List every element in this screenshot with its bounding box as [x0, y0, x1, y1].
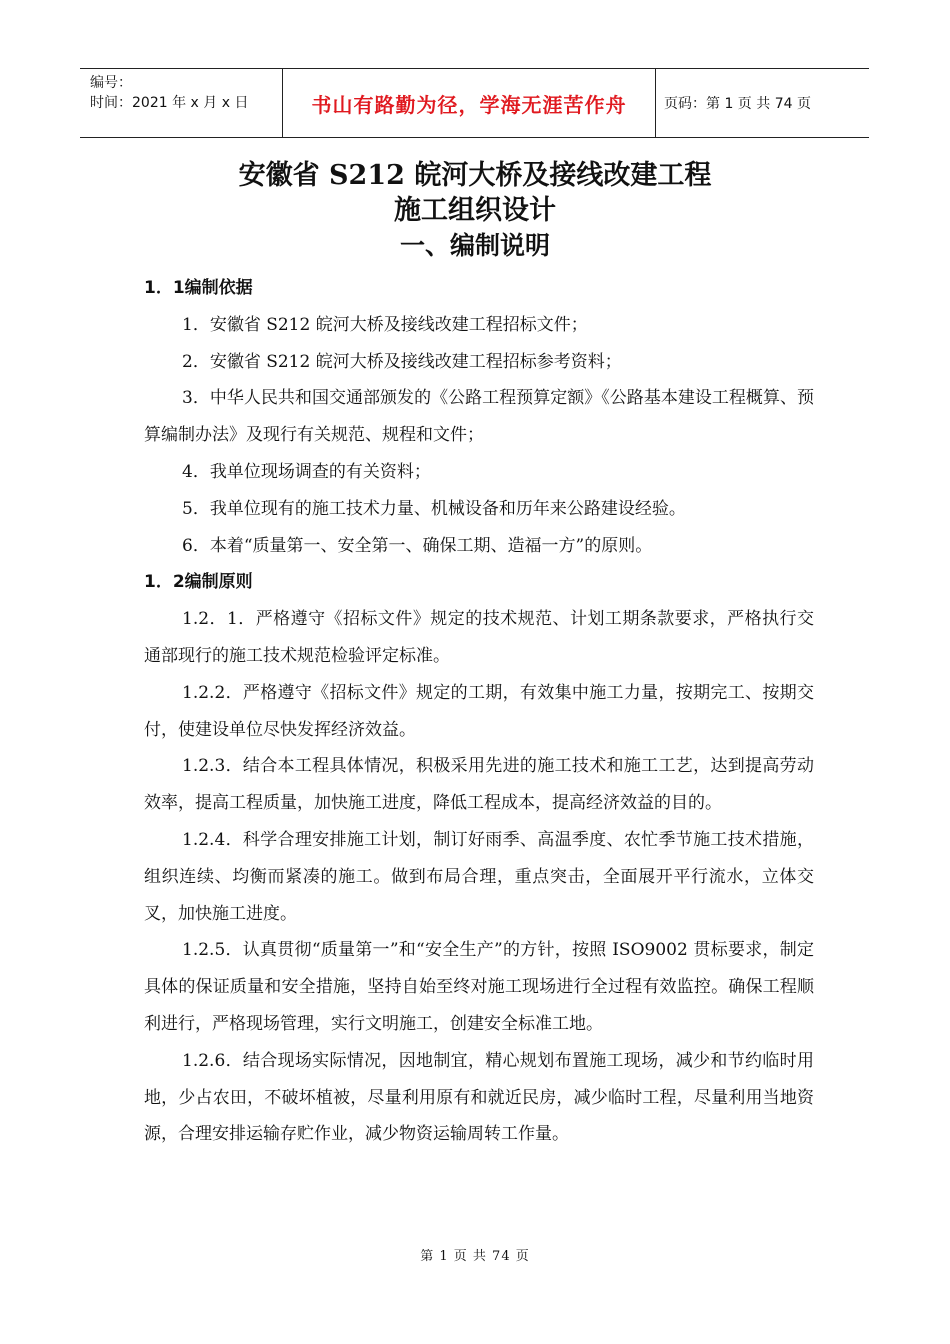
page-info: 页码：第 1 页 共 74 页 — [664, 96, 811, 112]
document-body — [144, 270, 814, 1153]
principle-item: 1.2.5．认真贯彻“质量第一”和“安全生产”的方针，按照 ISO9002 贯标要求，制定具体的保证质量和安全措施，坚持自始至终对施工现场进行全过程有效监控。确保工程顺利进行，严格现场管理，实行文明施工，创建安全标准工地。 — [144, 940, 814, 1034]
basis-item: 4．我单位现场调查的有关资料； — [182, 461, 431, 482]
number-label: 编号： — [90, 75, 132, 91]
header-left-cell — [80, 69, 282, 137]
basis-item: 3．中华人民共和国交通部颁发的《公路工程预算定额》《公路基本建设工程概算、预算编制办法》及现行有关规范、规程和文件； — [144, 388, 814, 446]
basis-item: 6．本着“质量第一、安全第一、确保工期、造福一方”的原则。 — [182, 535, 653, 556]
principle-item: 1.2.2．严格遵守《招标文件》规定的工期，有效集中施工力量，按期完工、按期交付，使建设单位尽快发挥经济效益。 — [144, 682, 814, 740]
document-title: 安徽省 S212 皖河大桥及接线改建工程 — [238, 160, 712, 191]
principle-item: 1.2．1．严格遵守《招标文件》规定的技术规范、计划工期条款要求，严格执行交通部现行的施工技术规范检验评定标准。 — [144, 609, 814, 666]
principle-item: 1.2.3．结合本工程具体情况，积极采用先进的施工技术和施工工艺，达到提高劳动效率，提高工程质量，加快施工进度，降低工程成本，提高经济效益的目的。 — [144, 756, 814, 814]
section-heading-principles: 1．2编制原则 — [144, 572, 253, 593]
chapter-heading: 一、编制说明 — [399, 231, 550, 260]
motto: 书山有路勤为径，学海无涯苦作舟 — [282, 69, 656, 137]
basis-item: 5．我单位现有的施工技术力量、机械设备和历年来公路建设经验。 — [182, 498, 686, 519]
principle-item: 1.2.6．结合现场实际情况，因地制宜，精心规划布置施工现场，减少和节约临时用地，少占农田，不破坏植被，尽量利用原有和就近民房，减少临时工程，尽量利用当地资源，合理安排运输存贮作业，减少物资运输周转工作量。 — [144, 1050, 814, 1145]
page-footer: 第 1 页 共 74 页 — [420, 1249, 530, 1264]
time-label: 时间：2021 年 x 月 x 日 — [90, 95, 249, 111]
document-subtitle: 施工组织设计 — [394, 195, 556, 226]
section-heading-basis: 1．1编制依据 — [144, 278, 253, 298]
basis-item: 2．安徽省 S212 皖河大桥及接线改建工程招标参考资料； — [182, 351, 622, 372]
principle-item: 1.2.4．科学合理安排施工计划，制订好雨季、高温季度、农忙季节施工技术措施，组织连续、均衡而紧凑的施工。做到布局合理，重点突击，全面展开平行流水，立体交叉，加快施工进度。 — [144, 829, 814, 924]
basis-item: 1．安徽省 S212 皖河大桥及接线改建工程招标文件； — [182, 314, 588, 335]
header-table — [80, 68, 869, 138]
